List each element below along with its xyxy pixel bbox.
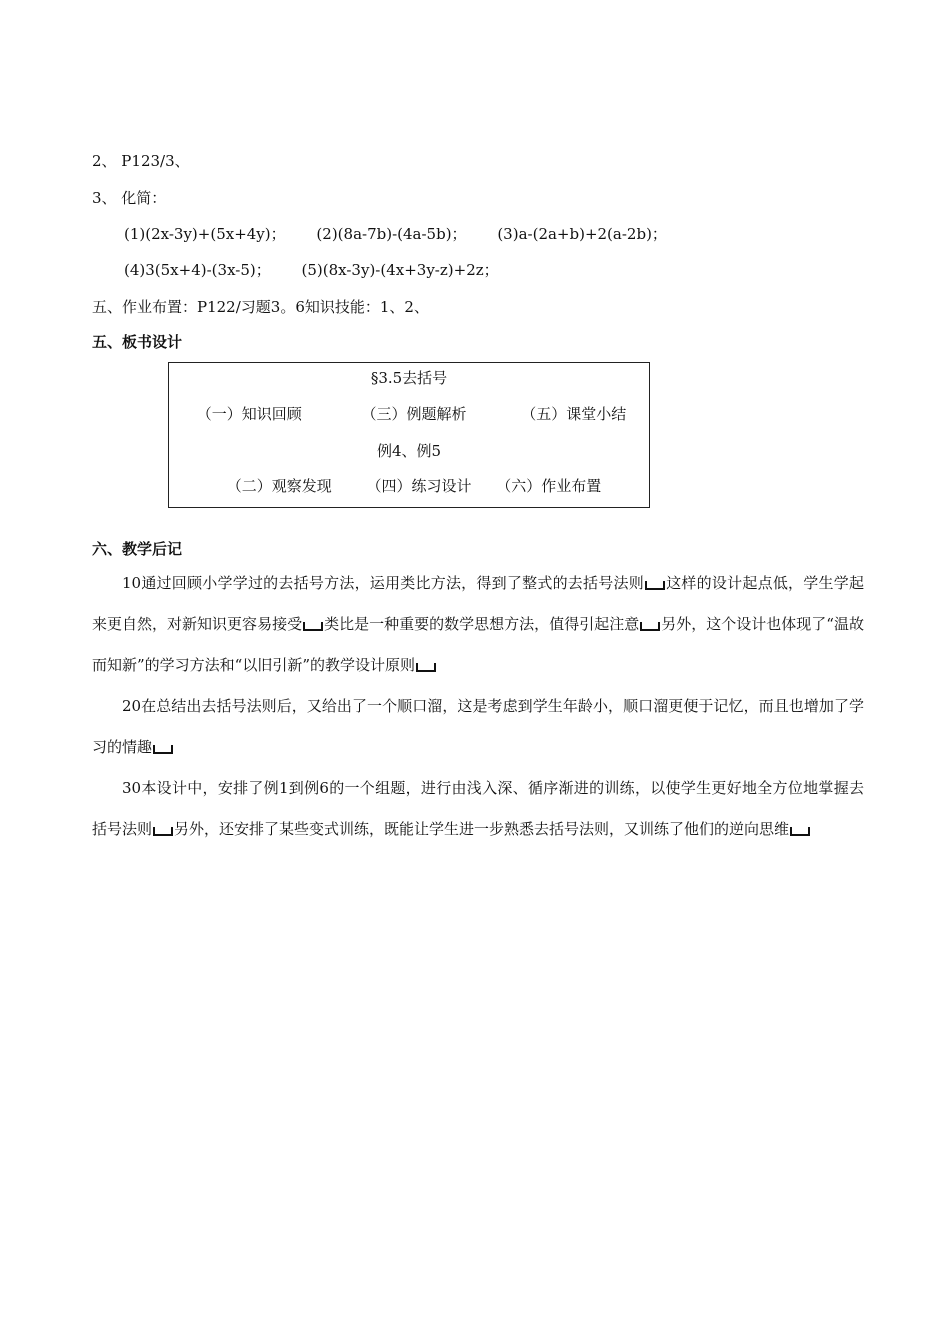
expression-1: (1)(2x-3y)+(5x+4y)； xyxy=(124,225,286,243)
board-design-heading: 五、板书设计 xyxy=(92,333,183,351)
board-row-3 xyxy=(169,475,649,496)
board-row-2: 例4、例5 xyxy=(376,442,442,460)
expression-4: (4)3(5x+4)-(3x-5)； xyxy=(124,261,271,279)
board-item-6: （六）作业布置 xyxy=(496,477,602,495)
board-item-1: （一）知识回顾 xyxy=(196,405,302,423)
expression-row-1 xyxy=(124,223,693,244)
exercise-item-2: 2、 P123/3、 xyxy=(92,152,190,170)
board-item-5: （五）课堂小结 xyxy=(521,405,627,423)
expression-5: (5)(8x-3y)-(4x+3y-z)+2z； xyxy=(301,261,499,279)
expression-2: (2)(8a-7b)-(4a-5b)； xyxy=(316,225,467,243)
board-item-2: （二）观察发现 xyxy=(226,477,332,495)
period-mark-icon xyxy=(640,622,660,631)
period-mark-icon xyxy=(645,581,665,590)
period-mark-icon xyxy=(416,663,436,672)
reflection-heading: 六、教学后记 xyxy=(92,540,183,558)
expression-row-2 xyxy=(124,259,525,280)
reflection-paragraph-2: 20在总结出去括号法则后，又给出了一个顺口溜，这是考虑到学生年龄小，顺口溜更便于记忆，而且也增加了学习的情趣 xyxy=(92,697,864,756)
board-item-3: （三）例题解析 xyxy=(361,405,467,423)
homework-line: 五、作业布置：P122/习题3。6知识技能：1、2、 xyxy=(92,298,429,316)
period-mark-icon xyxy=(153,745,173,754)
board-design-box xyxy=(168,362,650,508)
board-row-1 xyxy=(169,403,649,424)
period-mark-icon xyxy=(303,622,323,631)
period-mark-icon xyxy=(790,827,810,836)
exercise-item-3: 3、 化简： xyxy=(92,189,167,207)
board-item-4: （四）练习设计 xyxy=(366,477,472,495)
period-mark-icon xyxy=(153,827,173,836)
board-title: §3.5去括号 xyxy=(370,369,448,387)
expression-3: (3)a-(2a+b)+2(a-2b)； xyxy=(497,225,667,243)
reflection-paragraph-1: 10通过回顾小学学过的去括号方法，运用类比方法，得到了整式的去括号法则 这样的设计起点低，学生学起来更自然，对新知识更容易接受 类比是一种重要的数学思想方法，值得引起注意 另外，这个设计也体现了“温故而知新”的学习方法和“以旧引新”的教学设计原则 xyxy=(92,574,864,674)
reflection-paragraph-3: 30本设计中，安排了例1到例6的一个组题，进行由浅入深、循序渐进的训练，以使学生更好地全方位地掌握去括号法则 另外，还安排了某些变式训练，既能让学生进一步熟悉去括号法则，又训练了他们的逆向思维 xyxy=(92,779,864,838)
